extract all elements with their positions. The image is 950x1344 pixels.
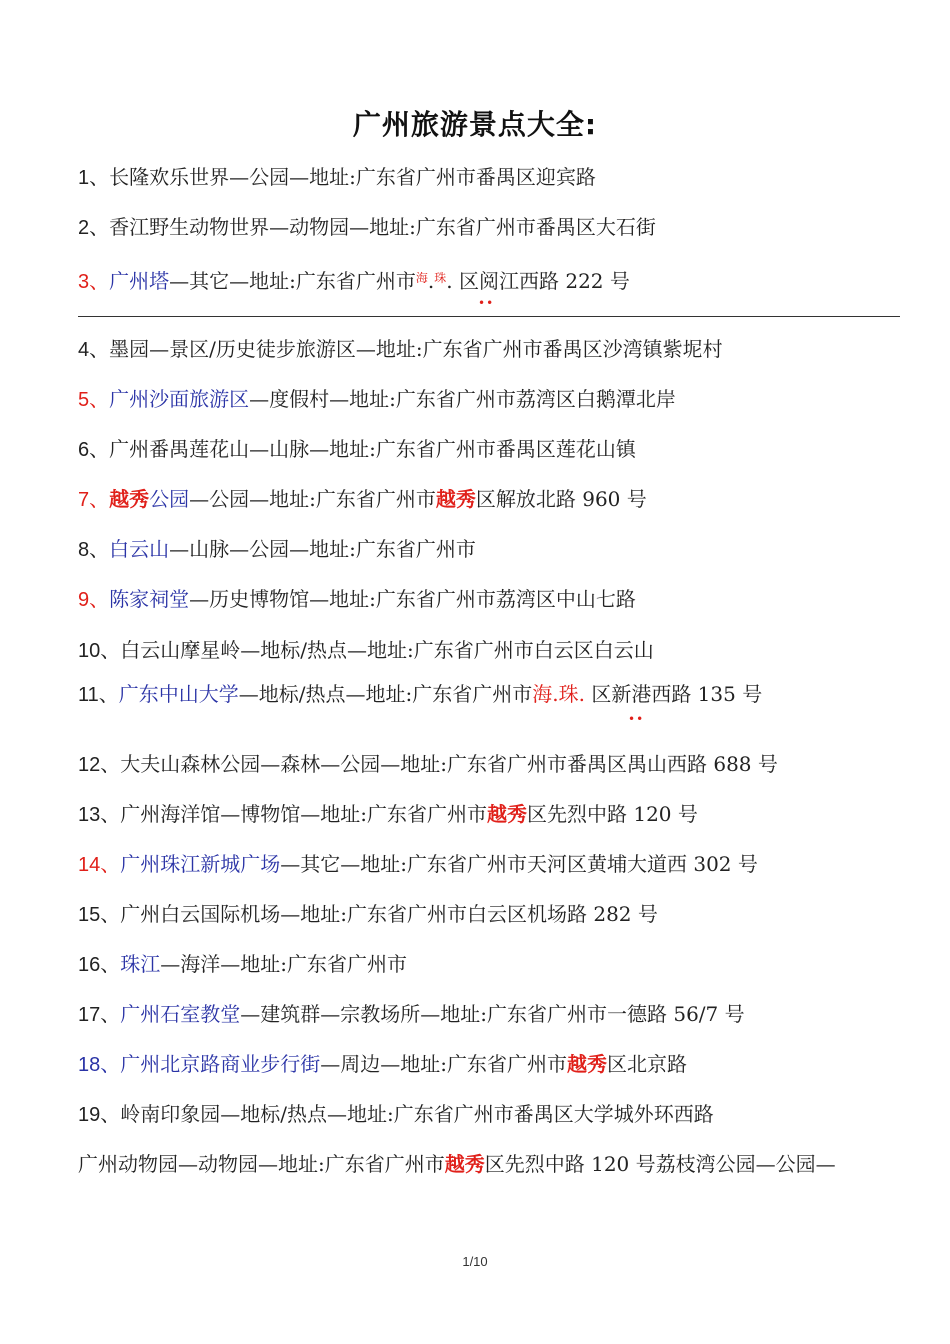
place-name: 广东中山大学 [118, 682, 239, 706]
list-item: 16、珠江—海洋—地址:广东省广州市 [78, 952, 407, 976]
emphasis-dots: •• [628, 712, 645, 726]
paragraph-continuation: 广州动物园—动物园—地址:广东省广州市越秀区先烈中路 120 号荔枝湾公园—公园— [78, 1152, 836, 1176]
place-name: 白云山摩星岭 [120, 638, 241, 662]
place-name: 越秀 [109, 487, 150, 511]
place-name: 陈家祠堂 [109, 587, 190, 611]
place-name: 广州珠江新城广场 [120, 852, 281, 876]
place-name: 广州白云国际机场 [120, 902, 281, 926]
place-name: 香江野生动物世界 [109, 215, 270, 239]
list-item: 1、长隆欢乐世界—公园—地址:广东省广州市番禺区迎宾路 [78, 165, 596, 189]
list-item: 11、广东中山大学—地标/热点—地址:广东省广州市海.珠. 区新港西路 135 号 [78, 682, 763, 706]
place-name: 广州北京路商业步行街 [120, 1052, 321, 1076]
list-item: 10、白云山摩星岭—地标/热点—地址:广东省广州市白云区白云山 [78, 638, 654, 662]
place-name: 大夫山森林公园 [120, 752, 261, 776]
list-item: 17、广州石室教堂—建筑群—宗教场所—地址:广东省广州市一德路 56/7 号 [78, 1002, 745, 1026]
list-item: 18、广州北京路商业步行街—周边—地址:广东省广州市越秀区北京路 [78, 1052, 687, 1076]
list-item: 5、广州沙面旅游区—度假村—地址:广东省广州市荔湾区白鹅潭北岸 [78, 387, 676, 411]
list-item: 6、广州番禺莲花山—山脉—地址:广东省广州市番禺区莲花山镇 [78, 437, 636, 461]
place-name: 广州石室教堂 [120, 1002, 241, 1026]
place-name: 广州海洋馆 [120, 802, 221, 826]
list-item: 2、香江野生动物世界—动物园—地址:广东省广州市番禺区大石街 [78, 215, 656, 239]
list-item: 13、广州海洋馆—博物馆—地址:广东省广州市越秀区先烈中路 120 号 [78, 802, 698, 826]
list-item: 3、广州塔—其它—地址:广东省广州市$^海$.$^珠$. 区阅江西路 222 号 [78, 269, 630, 293]
list-item: 7、越秀公园—公园—地址:广东省广州市越秀区解放北路 960 号 [78, 487, 647, 511]
place-name: 广州塔 [109, 269, 170, 293]
place-name: 墨园 [109, 337, 150, 361]
place-name: 广州沙面旅游区 [109, 387, 250, 411]
page-title: 广州旅游景点大全: [352, 108, 598, 141]
emphasis-dots: •• [478, 296, 495, 310]
list-item: 12、大夫山森林公园—森林—公园—地址:广东省广州市番禺区禺山西路 688 号 [78, 752, 778, 776]
place-name: 岭南印象园 [120, 1102, 221, 1126]
place-name: 广州番禺莲花山 [109, 437, 250, 461]
list-item: 4、墨园—景区/历史徒步旅游区—地址:广东省广州市番禺区沙湾镇紫坭村 [78, 337, 723, 361]
place-name: 长隆欢乐世界 [109, 165, 230, 189]
list-item: 19、岭南印象园—地标/热点—地址:广东省广州市番禺区大学城外环西路 [78, 1102, 714, 1126]
list-item: 9、陈家祠堂—历史博物馆—地址:广东省广州市荔湾区中山七路 [78, 587, 636, 611]
place-name: 珠江 [120, 952, 161, 976]
list-item: 14、广州珠江新城广场—其它—地址:广东省广州市天河区黄埔大道西 302 号 [78, 852, 758, 876]
list-item: 15、广州白云国际机场—地址:广东省广州市白云区机场路 282 号 [78, 902, 658, 926]
horizontal-rule [78, 316, 900, 317]
page-number: 1/10 [462, 1254, 488, 1269]
list-item: 8、白云山—山脉—公园—地址:广东省广州市 [78, 537, 476, 561]
place-name: 白云山 [109, 537, 170, 561]
